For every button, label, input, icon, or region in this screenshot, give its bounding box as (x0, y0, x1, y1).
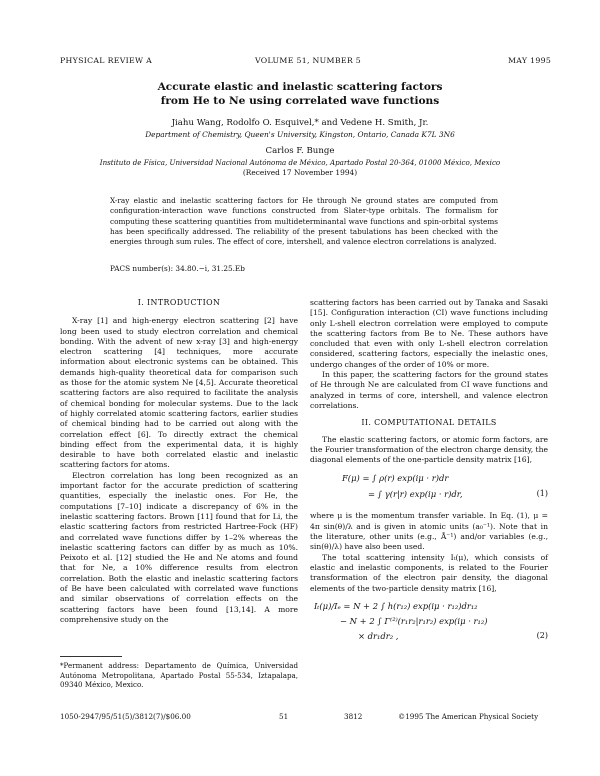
affiliation-2: Instituto de Física, Universidad Nacional Autónoma de México, Apartado Postal 20-364, 01000 México, Mexico (99, 158, 501, 167)
intro-paragraph-1: X-ray [1] and high-energy electron scattering [2] have long been used to study electron correlation and chemical bonding. With the advent of new x-ray [3] and high-energy electron scattering [4] techniques, more accurate information about electronic systems can be obtained. This demands high-quality theoretical data for comparison such as those for the atomic system Ne [4,5]. Accurate theoretical scattering factors are also required to facilitate the analysis of chemical bonding for molecular systems. Due to the lack of highly correlated atomic scattering factors, earlier studies of chemical binding had to be carried out along with the correlation effect [6]. To directly extract the chemical binding effect from the experimental data, it is highly desirable to have both correlated elastic and inelastic scattering factors for atoms. (60, 316, 298, 470)
intro-heading: I. INTRODUCTION (137, 298, 221, 307)
equation-1-number: (1) (536, 489, 548, 499)
issue-date: MAY 1995 (508, 56, 552, 65)
equation-1-line-1: F(μ) = ∫ ρ(r) exp(iμ · r)dr (342, 473, 449, 484)
equation-2-line-3: × dr₁dr₂ , (358, 630, 399, 641)
intro-paragraph-2: Electron correlation has long been recognized as an important factor for the accurate prediction of scattering quantities, especially the inelastic ones. For He, the computations [7–10] indicate a discrepancy of 6% in the inelastic scattering factors. Brown [11] found that for Li, the elastic scattering factors from restricted Hartree-Fock (HF) and correlated wave functions differ by 1–2% whereas the inelastic scattering factors can differ by as much as 10%. Peixoto et al. [12] studied the He and Ne atoms and found that for Ne, a 10% difference results from electron correlation. Both the elastic and inelastic scattering factors of Be have been calculated with correlated wave functions and similar observations of correlation effects on the scattering factors have been found [13,14]. A more comprehensive study on the (60, 470, 298, 624)
abstract: X-ray elastic and inelastic scattering factors for He through Ne ground states are computed from configuration-interaction wave functions constructed from Slater-type orbitals. The formalism for computing these scattering quantities from multideterminantal wave functions and spin-orbital systems has been specifically addressed. The reliability of the present tabulations has been checked with the energies through sum rules. The effect of core, intershell, and valence electron correlations is analyzed. (110, 196, 498, 247)
footnote-rule (60, 656, 122, 657)
author-list: Jiahu Wang, Rodolfo O. Esquivel,* and Vedene H. Smith, Jr. (171, 118, 429, 128)
left-column (60, 298, 298, 625)
equation-2-line-1: Iₜ(μ)/Iₑ = N + 2 ∫ h(r₁₂) exp(iμ · r₁₂)dr₁₂ (314, 600, 478, 611)
equation-2-line-2: − N + 2 ∫ Γ⁽²⁾(r₁r₂|r₁r₂) exp(iμ · r₁₂) (340, 615, 488, 626)
equation-2-number: (2) (536, 630, 548, 640)
affiliation-1: Department of Chemistry, Queen's University, Kingston, Ontario, Canada K7L 3N6 (145, 130, 455, 139)
pacs-numbers: PACS number(s): 34.80.−i, 31.25.Eb (110, 264, 245, 273)
title-line-1: Accurate elastic and inelastic scattering factors (157, 81, 443, 93)
methods-paragraph-1: The elastic scattering factors, or atomic form factors, are the Fourier transformation of the electron charge density, the diagonal elements of the one-particle density matrix [16], (310, 434, 548, 465)
footer-page: 3812 (344, 712, 363, 721)
right-column (310, 298, 548, 650)
footer-copyright: ©1995 The American Physical Society (398, 712, 539, 721)
volume-number: VOLUME 51, NUMBER 5 (255, 56, 362, 65)
title-line-2: from He to Ne using correlated wave functions (160, 95, 440, 107)
footer-volume: 51 (279, 712, 289, 721)
right-paragraph-1: scattering factors has been carried out by Tanaka and Sasaki [15]. Configuration interaction (CI) wave functions including only L-shell electron correlation were employed to compute the scattering factors from Be to Ne. These authors have concluded that even with only L-shell electron correlation considered, scattering factors, especially the inelastic ones, undergo changes of the order of 10% or more. (310, 298, 548, 369)
methods-heading: II. COMPUTATIONAL DETAILS (361, 418, 497, 428)
equation-1 (310, 469, 548, 509)
equation-2 (310, 598, 548, 650)
footer-code: 1050-2947/95/51(5)/3812(7)/$06.00 (60, 712, 191, 721)
footnote: *Permanent address: Departamento de Química, Universidad Autónoma Metropolitana, Apartado Postal 55-534, Iztapalapa, 09340 México, Mexico. (60, 661, 298, 690)
journal-name: PHYSICAL REVIEW A (60, 56, 153, 65)
equation-1-line-2: = ∫ γ(r|r) exp(iμ · r)dr, (368, 489, 463, 500)
right-paragraph-2: In this paper, the scattering factors for the ground states of He through Ne are calculated from CI wave functions and analyzed in terms of core, intershell, and valence electron correlations. (310, 370, 548, 410)
methods-paragraph-2: where μ is the momentum transfer variable. In Eq. (1), μ = 4π sin(θ)/λ and is given in atomic units (a₀⁻¹). Note that in the literature, other units (e.g., Å⁻¹) and/or variables (e.g., sin(θ)/λ) have also been used. (310, 511, 548, 552)
methods-paragraph-3: The total scattering intensity Iₜ(μ), which consists of elastic and inelastic components, is related to the Fourier transformation of the electron pair density, the diagonal elements of the two-particle density matrix [16], (310, 552, 548, 593)
author-2: Carlos F. Bunge (265, 146, 335, 156)
received-date: (Received 17 November 1994) (242, 168, 358, 177)
